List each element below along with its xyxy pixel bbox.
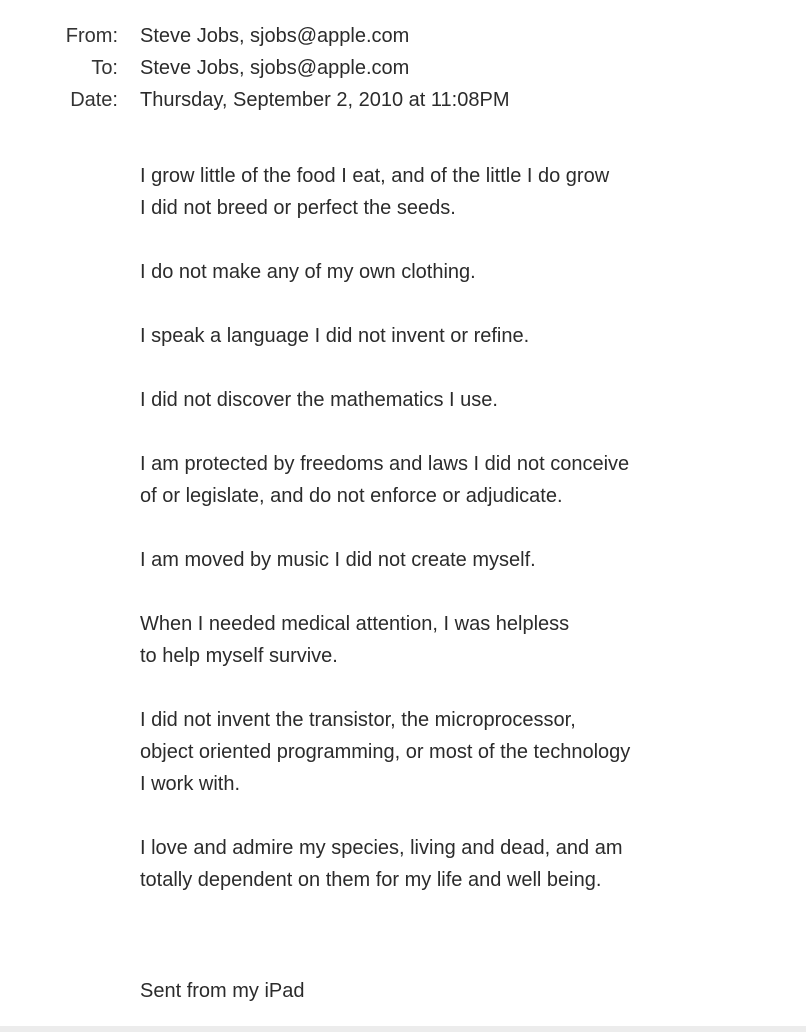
body-line: I did not invent the transistor, the microprocessor, <box>140 709 576 731</box>
paragraph <box>140 832 780 896</box>
to-value: Steve Jobs, sjobs@apple.com <box>140 57 410 79</box>
body-line: to help myself survive. <box>140 645 338 667</box>
body-line: I am moved by music I did not create myself. <box>140 549 536 571</box>
paragraph <box>140 256 780 288</box>
body-line: I did not breed or perfect the seeds. <box>140 197 456 219</box>
body-line: I work with. <box>140 773 241 795</box>
paragraph <box>140 448 780 512</box>
paragraph <box>140 384 780 416</box>
paragraph <box>140 544 780 576</box>
to-label: To: <box>91 57 118 79</box>
body-line: totally dependent on them for my life and well being. <box>140 869 602 891</box>
paragraph <box>140 608 780 672</box>
bottom-divider <box>0 1026 806 1032</box>
body-line: I grow little of the food I eat, and of the little I do grow <box>140 165 610 187</box>
body-line: I do not make any of my own clothing. <box>140 261 476 283</box>
from-label: From: <box>65 25 118 47</box>
body-line: I love and admire my species, living and dead, and am <box>140 837 623 859</box>
date-label: Date: <box>70 89 118 111</box>
paragraph <box>140 160 780 224</box>
paragraph <box>140 704 780 800</box>
body-line: of or legislate, and do not enforce or adjudicate. <box>140 485 563 507</box>
body-line: When I needed medical attention, I was helpless <box>140 613 570 635</box>
paragraph <box>140 320 780 352</box>
date-value: Thursday, September 2, 2010 at 11:08PM <box>140 89 510 111</box>
email-body <box>140 160 780 928</box>
from-value: Steve Jobs, sjobs@apple.com <box>140 25 410 47</box>
body-line: I am protected by freedoms and laws I did not conceive <box>140 453 630 475</box>
email-signature: Sent from my iPad <box>140 980 305 1002</box>
body-line: I did not discover the mathematics I use. <box>140 389 498 411</box>
body-line: I speak a language I did not invent or refine. <box>140 325 530 347</box>
body-line: object oriented programming, or most of the technology <box>140 741 631 763</box>
